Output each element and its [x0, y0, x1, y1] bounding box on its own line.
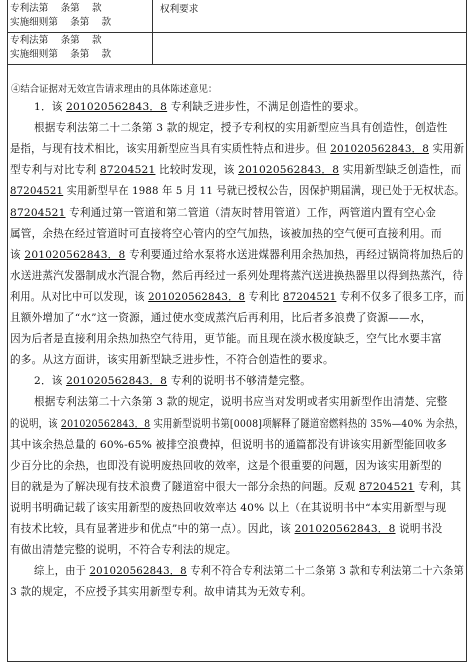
header-right-label: 权利要求: [160, 4, 199, 15]
text-run: 的多。从这方面讲，该实用新型缺乏进步性，不符合创造性的要求。: [10, 354, 334, 367]
text-run: 1．该: [34, 101, 67, 113]
text-line: [10, 142, 464, 157]
underlined-reference: 201020562843．8: [148, 290, 246, 303]
text-line: [10, 184, 465, 199]
text-line: [10, 438, 447, 453]
text-run: 因为后者是直接利用余热加热空气待用，更节能。而且现在淡水极度缺乏，空气比水要丰富: [10, 333, 442, 346]
text-run: 专利的说明书不够清楚完整。: [167, 375, 312, 388]
text-line: [10, 227, 442, 242]
text-line: [34, 395, 447, 410]
underlined-reference: 87204521: [10, 206, 66, 219]
text-run: 目的就是为了解决现有技术浪费了隧道窑中很大一部分余热的问题。反观: [10, 480, 359, 493]
text-line: [10, 248, 464, 263]
text-line: [10, 206, 436, 221]
text-run: 属管，余热在经过管道时可直接将空心管内的空气加热，该被加热的空气便可直接利用。而: [10, 227, 442, 240]
text-run: 的说明，该: [10, 417, 61, 430]
underlined-reference: 201020562843．8: [24, 248, 126, 261]
text-line: [10, 501, 446, 516]
text-line: [10, 522, 442, 537]
text-line: [10, 459, 442, 474]
underlined-reference: 201020562843．8: [89, 565, 187, 578]
text-run: 型专利与对比专利: [10, 164, 100, 177]
header-row-2-line-1: 专利法第 条第 款: [10, 35, 102, 46]
underlined-reference: 201020562843．8: [330, 143, 429, 156]
text-line: [10, 353, 334, 368]
text-run: 专利要通过给水泵将水送进煤器利用余热加热，再经过锅筒将加热后的: [125, 248, 464, 261]
text-line: [10, 417, 464, 432]
text-run: 实用新型早在 1988 年 5 月 11 号就已授权公告，因保护期届满，现已处于无权状态。: [63, 185, 465, 198]
text-run: 少百分比的余热，也即没有说明废热回收的效率，这是个很重要的问题，因为该实用新型的: [10, 459, 442, 472]
text-run: 专利通过第一管道和第二管道（清灰时替用管道）工作，两管道内置有空心金: [65, 206, 437, 219]
text-run: 比较时发现，该: [155, 164, 239, 177]
text-run: 综上，由于: [34, 565, 90, 578]
text-line: [34, 374, 311, 389]
text-run: 2．该: [34, 375, 67, 388]
header-row-2: [8, 32, 466, 65]
text-run: 且额外增加了“水”这一资源，通过使水变成蒸汽后再利用，比后者多浪费了资源——水，: [10, 312, 432, 324]
text-run: 实用新型缺乏创造性，而: [339, 164, 462, 177]
text-run: 其中该余热总量的 60%-65% 被排空浪费掉，但说明书的通篇都没有讲该实用新型能回收多: [10, 438, 447, 451]
text-run: 专利缺乏进步性，不满足创造性的要求。: [167, 101, 365, 113]
text-run: 实用新型说明书第[0008]项解释了隧道窑燃料热的 35%—40% 为余热，: [150, 417, 465, 430]
text-line: [10, 585, 312, 600]
text-run: 专利不符合专利法第二十二条第 3 款和专利法第二十六条第: [186, 565, 464, 578]
text-run: 说明书明确记载了该实用新型的废热回收效率达 40% 以上（在其说明书中“本实用新型与现: [10, 501, 447, 514]
header-row-1-line-1: 专利法第 条第 款: [10, 3, 102, 14]
text-line: [10, 269, 463, 284]
header-row-2-line-2: 实施细则第 条第 款: [10, 49, 112, 60]
statement-intro: ④结合证据对无效宣告请求理由的具体陈述意见：: [11, 84, 218, 95]
text-run: 水送进蒸汽发器制成水汽混合物，然后再经过一系列处理将蒸汽送进换热器里以得到热蒸汽，待: [10, 269, 464, 282]
underlined-reference: 201020562843．8: [60, 417, 151, 430]
column-divider: [152, 0, 153, 32]
text-line: [10, 332, 442, 347]
text-run: 实用新: [428, 143, 465, 156]
text-run: 有技术比较，具有显著进步和优点”中的第一点）。因此，该: [10, 523, 295, 535]
text-run: 专利比: [245, 290, 284, 303]
text-line: [10, 163, 461, 178]
header-row-1-line-2: 实施细则第 条第 款: [10, 17, 112, 28]
text-run: 说明书没: [395, 523, 443, 535]
text-run: 3 款的规定，不应授予其实用新型专利。故申请其为无效专利。: [10, 586, 312, 599]
header-row-1: [8, 0, 466, 33]
text-line: [10, 290, 464, 305]
text-run: 根据专利法第二十六条第 3 款的规定，说明书应当对发明或者实用新型作出清楚、完整: [34, 396, 448, 409]
document-sheet: [7, 0, 467, 662]
text-run: 专利，其: [414, 480, 462, 493]
text-run: 有做出清楚完整的说明，不符合专利法的规定。: [10, 544, 237, 557]
text-line: [34, 100, 365, 115]
text-line: [10, 480, 461, 495]
text-line: [34, 121, 447, 136]
text-run: 该: [10, 248, 25, 261]
text-run: 利用。从对比中可以发现，该: [10, 290, 149, 303]
underlined-reference: 201020562843．8: [238, 164, 340, 177]
underlined-reference: 87204521: [10, 185, 64, 198]
text-run: 是指，与现有技术相比，该实用新型应当具有实质性特点和进步。但: [10, 143, 331, 156]
underlined-reference: 201020562843．8: [294, 523, 396, 535]
underlined-reference: 201020562843．8: [66, 101, 168, 113]
column-divider: [152, 32, 153, 64]
text-line: [10, 311, 431, 326]
underlined-reference: 87204521: [283, 290, 337, 303]
underlined-reference: 201020562843．8: [66, 375, 168, 388]
text-run: 专利不仅多了很多工序，而: [336, 290, 465, 303]
text-line: [10, 543, 237, 558]
underlined-reference: 87204521: [99, 164, 156, 177]
text-line: [34, 564, 464, 579]
text-run: 根据专利法第二十二条第 3 款的规定，授予专利权的实用新型应当具有创造性，创造性: [34, 122, 448, 135]
underlined-reference: 87204521: [358, 480, 415, 493]
